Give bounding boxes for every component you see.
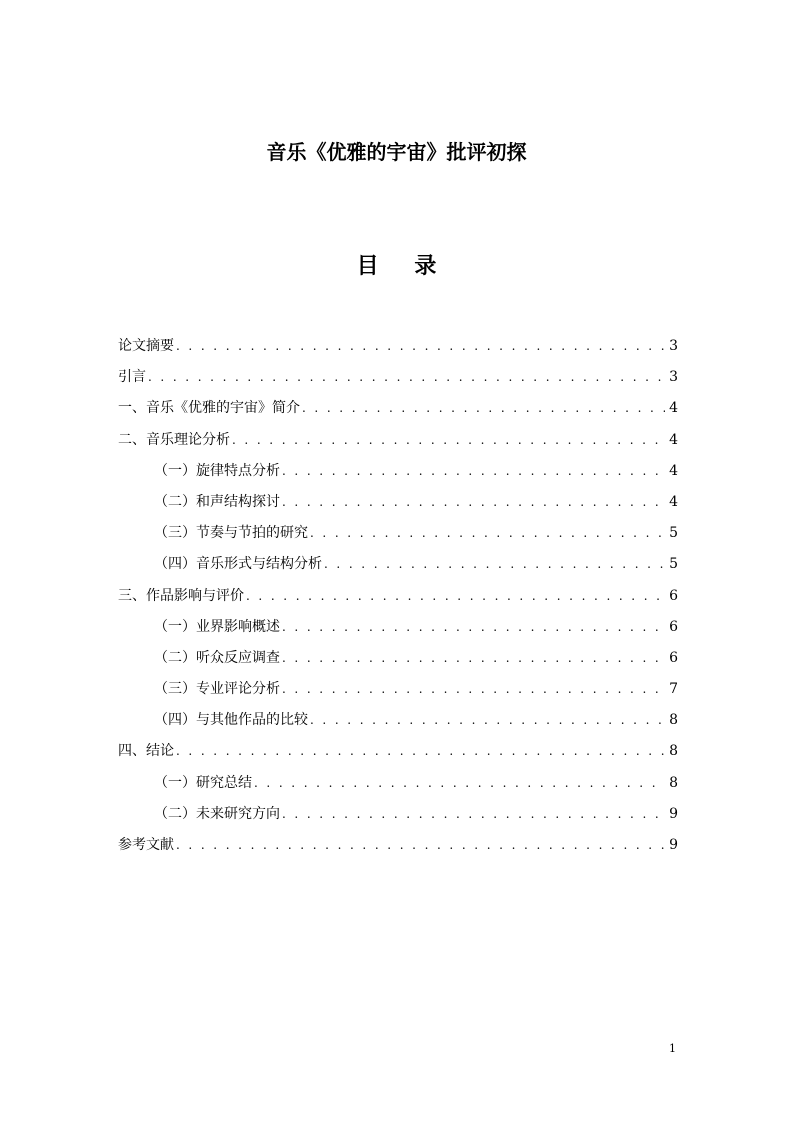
dot-leader bbox=[324, 552, 665, 576]
toc-entry-label: （一）旋律特点分析 bbox=[154, 462, 280, 479]
dot-leader bbox=[176, 833, 665, 857]
toc-entry-page: 4 bbox=[669, 400, 678, 417]
dot-leader bbox=[282, 646, 665, 670]
toc-entry-label: （二）未来研究方向 bbox=[154, 805, 280, 822]
table-of-contents bbox=[118, 334, 678, 864]
toc-subentry[interactable] bbox=[118, 615, 678, 646]
page-number: 1 bbox=[669, 1042, 676, 1055]
toc-heading: 目 录 bbox=[356, 254, 451, 279]
dot-leader bbox=[282, 802, 665, 826]
dot-leader bbox=[148, 365, 665, 389]
toc-entry-label: （三）专业评论分析 bbox=[154, 681, 280, 698]
dot-leader bbox=[254, 771, 665, 795]
toc-entry-label: 一、音乐《优雅的宇宙》简介 bbox=[118, 400, 300, 417]
toc-entry-page: 5 bbox=[669, 525, 678, 542]
toc-entry-page: 8 bbox=[669, 712, 678, 729]
toc-entry[interactable] bbox=[118, 833, 678, 864]
toc-entry-label: （二）和声结构探讨 bbox=[154, 493, 280, 510]
toc-entry-label: 引言 bbox=[118, 369, 146, 386]
toc-entry-page: 8 bbox=[669, 774, 678, 791]
toc-entry-page: 9 bbox=[669, 805, 678, 822]
toc-entry-page: 6 bbox=[669, 618, 678, 635]
toc-subentry[interactable] bbox=[118, 708, 678, 739]
toc-entry-label: 论文摘要 bbox=[118, 338, 174, 354]
dot-leader bbox=[282, 459, 665, 483]
toc-subentry[interactable] bbox=[118, 646, 678, 677]
toc-entry-label: （二）听众反应调查 bbox=[154, 649, 280, 666]
toc-entry-label: （四）与其他作品的比较 bbox=[154, 712, 308, 729]
toc-entry-page: 6 bbox=[669, 587, 678, 604]
toc-entry-label: 四、结论 bbox=[118, 743, 174, 760]
toc-entry-label: （四）音乐形式与结构分析 bbox=[154, 556, 322, 573]
dot-leader bbox=[310, 708, 665, 732]
toc-subentry[interactable] bbox=[118, 552, 678, 583]
toc-entry-label: 二、音乐理论分析 bbox=[118, 431, 230, 448]
toc-subentry[interactable] bbox=[118, 677, 678, 708]
toc-entry-page: 4 bbox=[669, 462, 678, 479]
toc-entry-label: （一）业界影响概述 bbox=[154, 618, 280, 635]
toc-subentry[interactable] bbox=[118, 802, 678, 833]
dot-leader bbox=[246, 584, 665, 608]
toc-entry[interactable] bbox=[118, 365, 678, 396]
dot-leader bbox=[282, 490, 665, 514]
toc-entry-page: 9 bbox=[669, 837, 678, 853]
dot-leader bbox=[176, 334, 665, 358]
toc-entry[interactable] bbox=[118, 584, 678, 615]
dot-leader bbox=[176, 739, 665, 763]
toc-entry-label: （三）节奏与节拍的研究 bbox=[154, 525, 308, 542]
toc-subentry[interactable] bbox=[118, 771, 678, 802]
dot-leader bbox=[232, 428, 665, 452]
toc-entry[interactable] bbox=[118, 396, 678, 427]
toc-entry-page: 6 bbox=[669, 649, 678, 666]
toc-entry-page: 7 bbox=[669, 681, 678, 698]
toc-entry[interactable] bbox=[118, 739, 678, 770]
toc-subentry[interactable] bbox=[118, 459, 678, 490]
toc-entry-page: 5 bbox=[669, 556, 678, 573]
toc-subentry[interactable] bbox=[118, 490, 678, 521]
toc-entry[interactable] bbox=[118, 428, 678, 459]
dot-leader bbox=[302, 396, 665, 420]
toc-entry-page: 4 bbox=[669, 493, 678, 510]
dot-leader bbox=[310, 521, 665, 545]
toc-entry-label: 参考文献 bbox=[118, 837, 174, 853]
toc-entry-page: 3 bbox=[669, 338, 678, 354]
toc-entry-page: 8 bbox=[669, 743, 678, 760]
toc-subentry[interactable] bbox=[118, 521, 678, 552]
toc-entry-label: 三、作品影响与评价 bbox=[118, 587, 244, 604]
dot-leader bbox=[282, 615, 665, 639]
toc-entry-label: （一）研究总结 bbox=[154, 774, 252, 791]
toc-entry-page: 3 bbox=[669, 369, 678, 386]
dot-leader bbox=[282, 677, 665, 701]
toc-entry[interactable] bbox=[118, 334, 678, 365]
document-title: 音乐《优雅的宇宙》批评初探 bbox=[266, 140, 527, 164]
toc-entry-page: 4 bbox=[669, 431, 678, 448]
